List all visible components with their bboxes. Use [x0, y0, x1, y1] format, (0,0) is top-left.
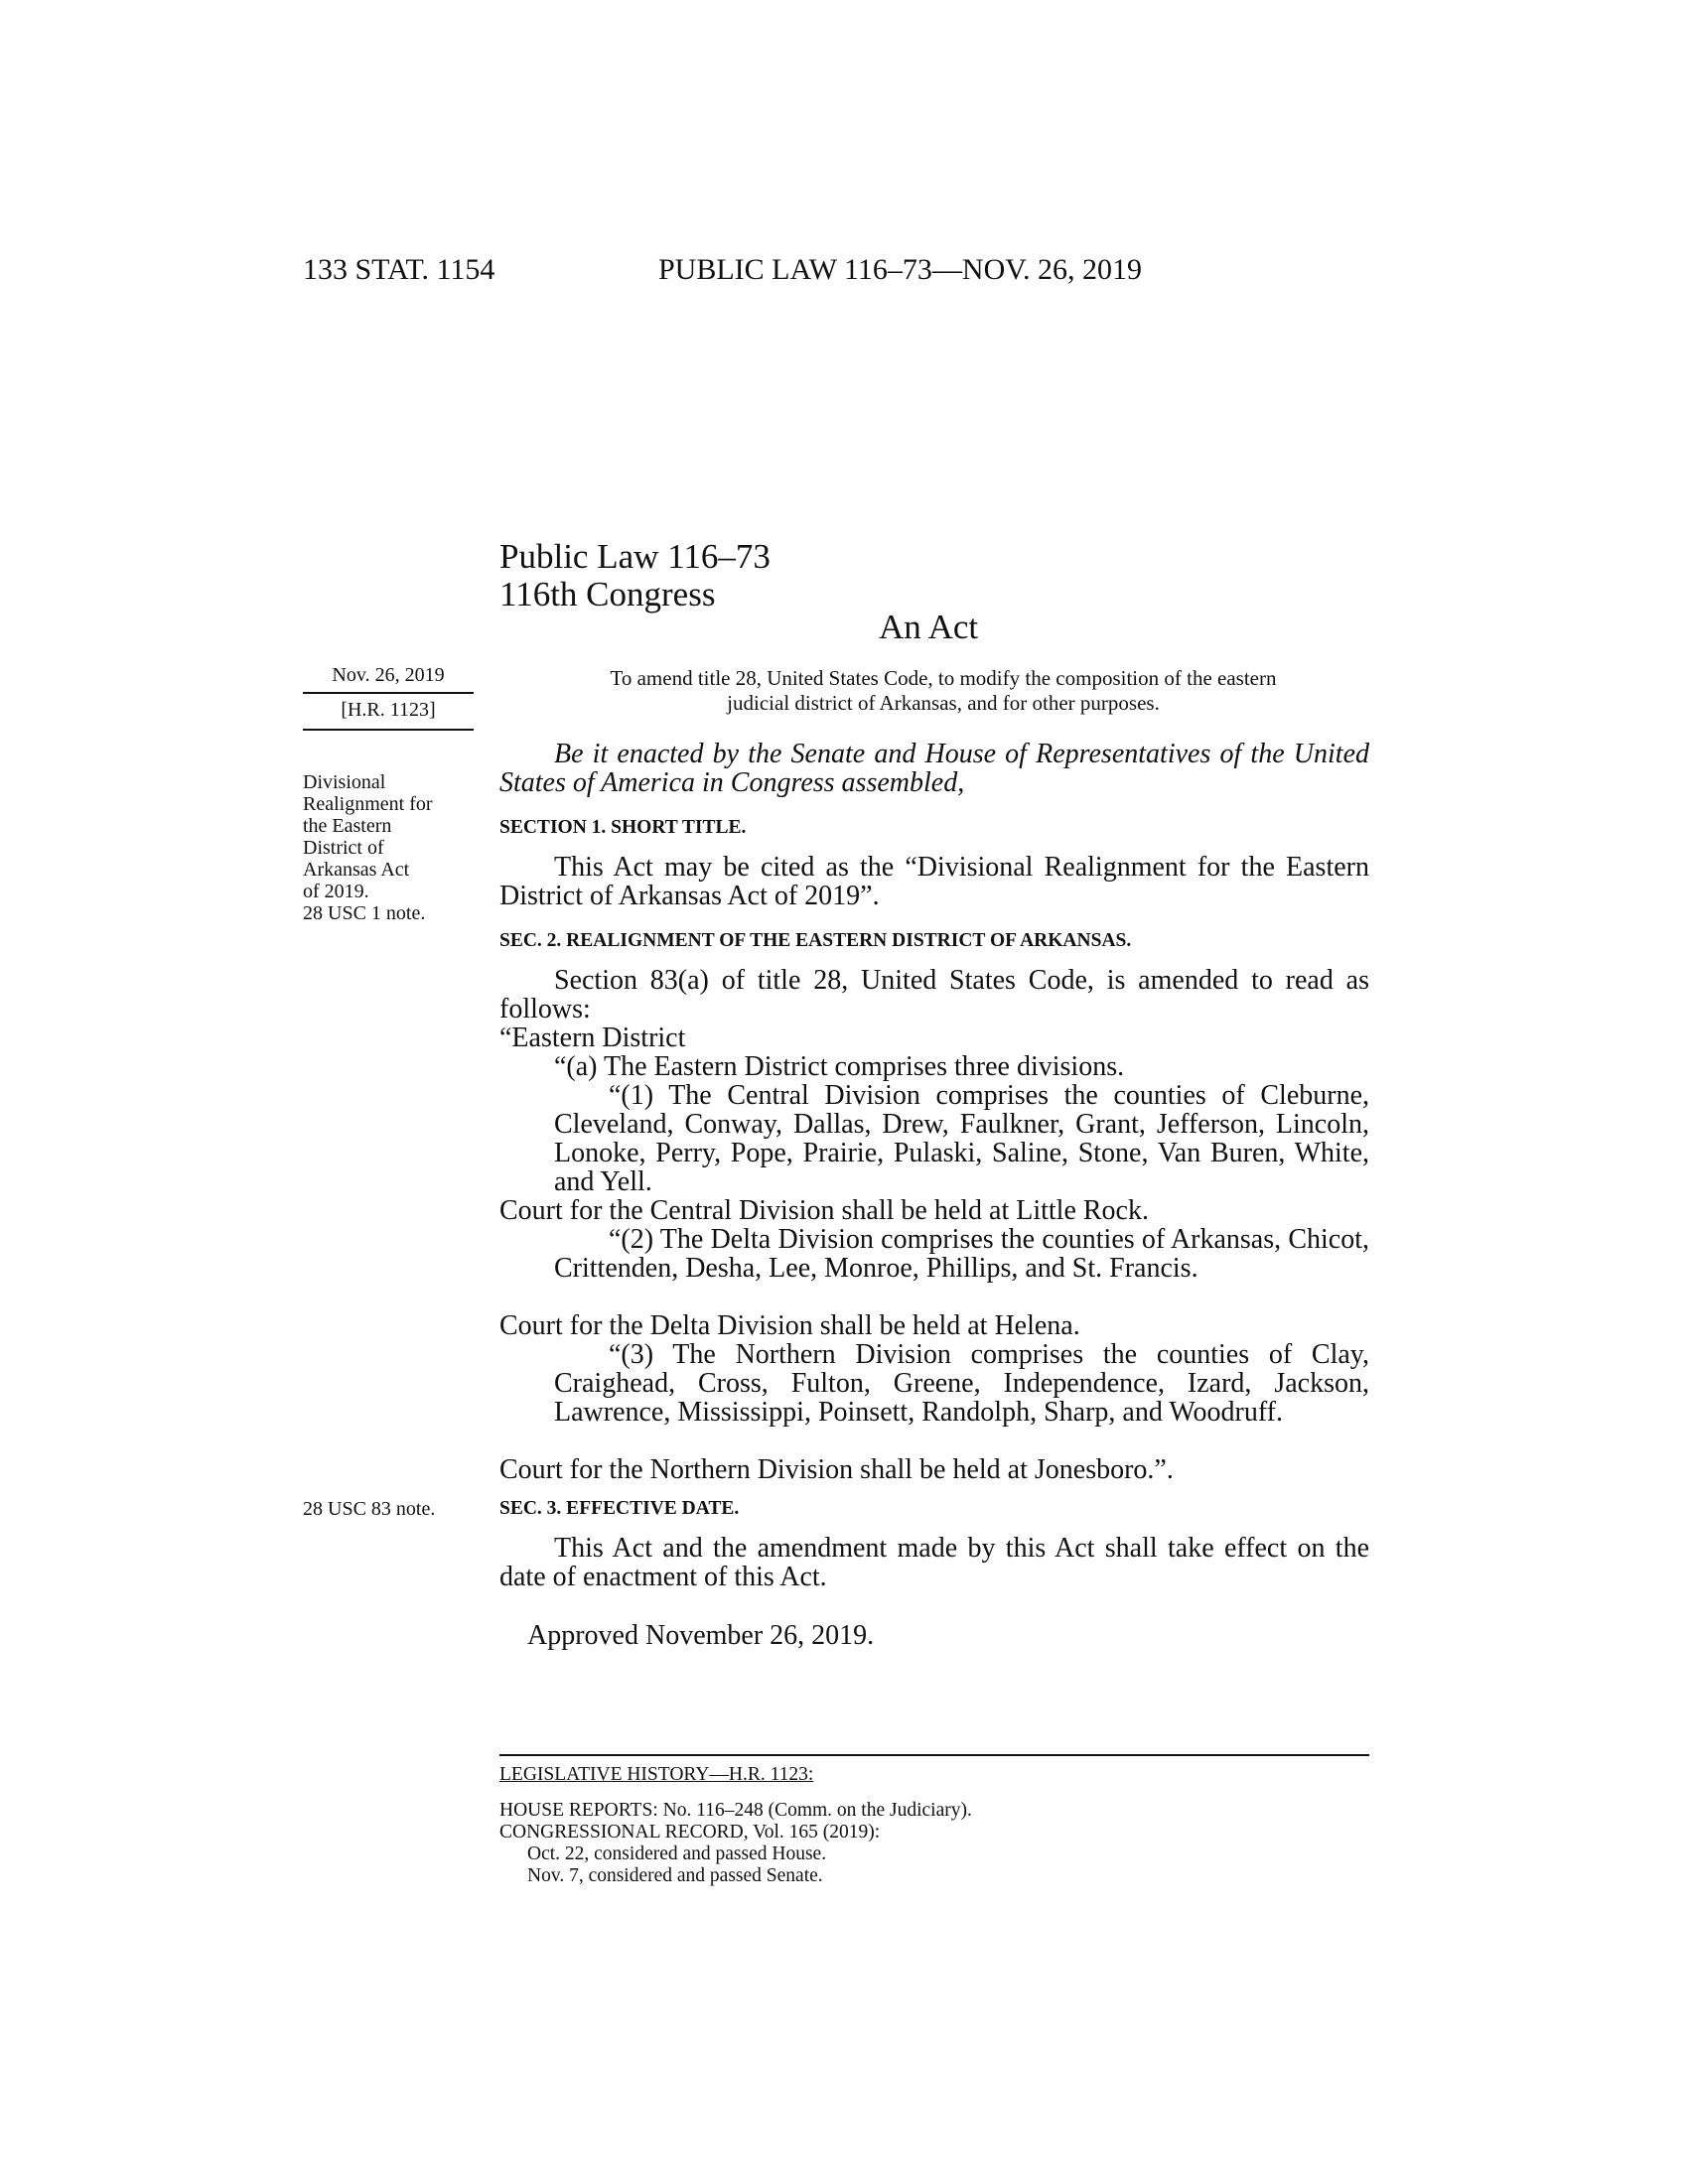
margin-note-line: District of — [303, 837, 384, 859]
margin-note-line: Divisional — [303, 771, 386, 793]
margin-note-line: the Eastern — [303, 815, 392, 837]
legislative-history-rule — [499, 1754, 1369, 1756]
margin-bill-number: [H.R. 1123] — [303, 694, 474, 731]
delta-division-paragraph — [554, 1225, 1369, 1283]
congress-title: 116th Congress — [499, 575, 716, 614]
purpose-line: judicial district of Arkansas, and for other purposes. — [727, 691, 1160, 715]
section-2-heading: SEC. 2. REALIGNMENT OF THE EASTERN DISTRICT OF ARKANSAS. — [499, 930, 1132, 951]
legislative-history-heading: LEGISLATIVE HISTORY—H.R. 1123: — [499, 1764, 814, 1785]
central-division-court: Court for the Central Division shall be held at Little Rock. — [499, 1195, 1149, 1226]
margin-date-box — [303, 664, 474, 731]
delta-division-text: “(2) The Delta Division comprises the counties of Arkansas, Chicot, Crittenden, Desha, Lee, Monroe, Phillips, and St. Francis. — [554, 1224, 1369, 1284]
page-header-stat: 133 STAT. 1154 — [303, 253, 495, 286]
public-law-title: Public Law 116–73 — [499, 537, 771, 576]
northern-division-court: Court for the Northern Division shall be held at Jonesboro.”. — [499, 1454, 1174, 1485]
page-header-law-date: PUBLIC LAW 116–73—NOV. 26, 2019 — [658, 253, 1143, 286]
section-1-text: This Act may be cited as the “Divisional Realignment for the Eastern District of Arkansas Act of 2019”. — [499, 852, 1369, 911]
section-1-heading: SECTION 1. SHORT TITLE. — [499, 817, 747, 838]
approval-line: Approved November 26, 2019. — [527, 1620, 875, 1651]
history-action: Nov. 7, considered and passed Senate. — [527, 1865, 823, 1886]
congressional-record-line: CONGRESSIONAL RECORD, Vol. 165 (2019): — [499, 1822, 881, 1843]
margin-note-line: Arkansas Act — [303, 859, 410, 881]
margin-note-line: 28 USC 1 note. — [303, 902, 426, 924]
delta-division-court: Court for the Delta Division shall be held at Helena. — [499, 1310, 1080, 1341]
enacting-clause: Be it enacted by the Senate and House of Representatives of the United States of America in Congress assembled, — [499, 739, 1369, 798]
central-division-text: “(1) The Central Division comprises the counties of Cleburne, Cleveland, Conway, Dallas, Drew, Faulkner, Grant, Jefferson, Lincoln, Lonoke, Perry, Pope, Prairie, Pulaski, Saline, Stone, Van Buren, White, and Yell. — [554, 1080, 1369, 1197]
eastern-district-label: “Eastern District — [499, 1023, 686, 1053]
subsection-a: “(a) The Eastern District comprises three divisions. — [554, 1051, 1125, 1082]
house-reports-line: HOUSE REPORTS: No. 116–248 (Comm. on the Judiciary). — [499, 1800, 972, 1821]
margin-date: Nov. 26, 2019 — [303, 664, 474, 694]
margin-note-effective-date: 28 USC 83 note. — [303, 1498, 436, 1520]
an-act-heading: An Act — [879, 608, 979, 646]
history-action: Oct. 22, considered and passed House. — [527, 1843, 827, 1864]
section-3-heading: SEC. 3. EFFECTIVE DATE. — [499, 1498, 740, 1519]
section-2-intro: Section 83(a) of title 28, United States Code, is amended to read as follows: — [499, 965, 1369, 1024]
purpose-line: To amend title 28, United States Code, to modify the composition of the eastern — [610, 666, 1277, 690]
margin-note-line: Realignment for — [303, 793, 433, 815]
margin-note-short-title — [303, 771, 433, 924]
central-division-paragraph — [554, 1081, 1369, 1196]
section-3-text: This Act and the amendment made by this Act shall take effect on the date of enactment of this Act. — [499, 1533, 1369, 1592]
act-purpose — [526, 666, 1360, 716]
margin-note-line: of 2019. — [303, 881, 369, 902]
northern-division-paragraph — [554, 1340, 1369, 1427]
northern-division-text: “(3) The Northern Division comprises the counties of Clay, Craighead, Cross, Fulton, Greene, Independence, Izard, Jackson, Lawrence, Mississippi, Poinsett, Randolph, Sharp, and Woodruff. — [554, 1339, 1369, 1428]
